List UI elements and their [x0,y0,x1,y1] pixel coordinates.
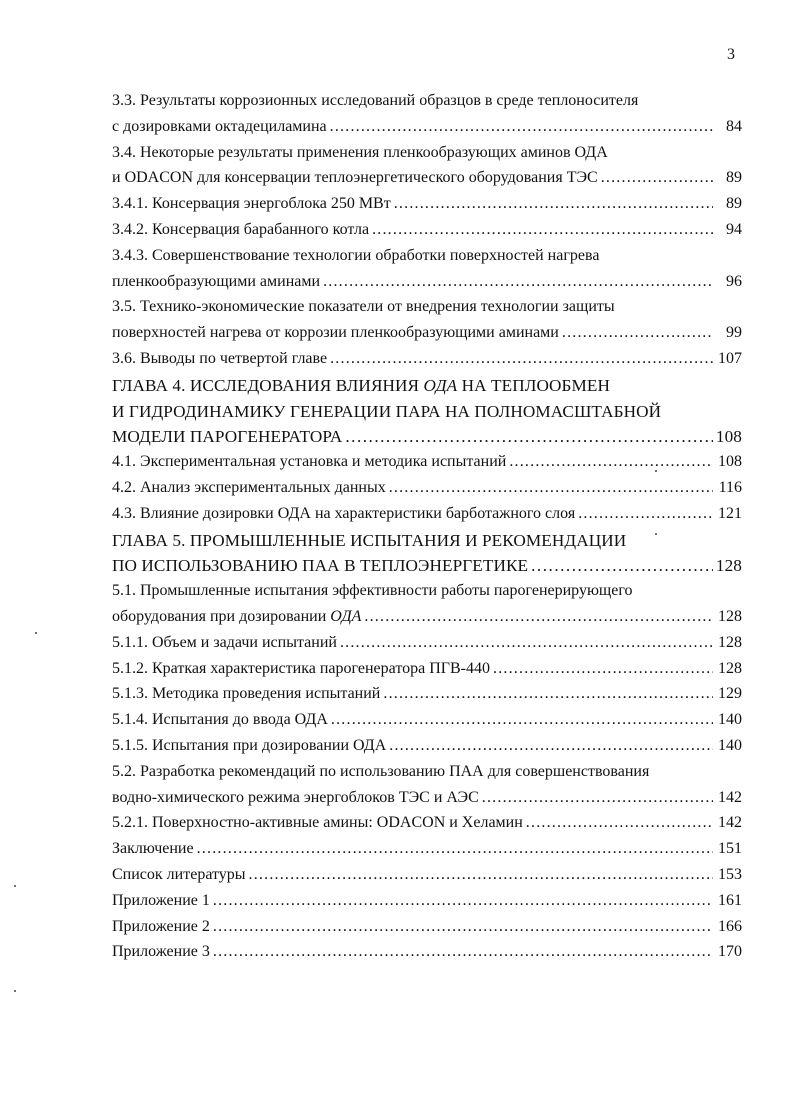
toc-page-number: 107 [718,349,742,367]
toc-entry [112,582,742,608]
toc-page-number: 128 [718,607,742,625]
toc-entry [112,685,742,711]
dot-leader [331,711,713,729]
toc-entry [112,660,742,686]
toc-text-emphasis: ОДА [330,607,362,625]
toc-entry [112,505,742,531]
toc-page-number: 108 [715,427,742,447]
toc-entry [112,169,742,195]
toc-entry-text: Приложение 1 [112,891,210,909]
dot-leader [213,943,713,961]
scan-speck [35,632,37,634]
dot-leader [509,453,713,471]
toc-entry [112,711,742,737]
toc-entry-text: 3.4. Некоторые результаты применения пленкообразующих аминов ОДА [112,143,608,161]
toc-page-number: 89 [726,195,742,213]
dot-leader [364,608,713,626]
toc-chapter-heading [112,427,742,453]
dot-leader [323,273,713,291]
toc-page-number: 84 [726,117,742,135]
dot-leader [482,789,713,807]
toc-entry [112,814,742,840]
toc-chapter-heading [112,376,742,402]
toc-entry-text: 5.1.1. Объем и задачи испытаний [112,633,337,651]
toc-entry-text: 5.2. Разработка рекомендаций по использованию ПАА для совершенствования [112,762,650,780]
toc-entry-text: 3.6. Выводы по четвертой главе [112,349,328,367]
toc-page-number: 129 [718,685,742,703]
toc-entry [112,840,742,866]
toc-entry [112,789,742,815]
toc-entry-text: водно-химического режима энергоблоков ТЭС и АЭС [112,788,479,806]
toc-page-number: 108 [718,453,742,471]
toc-entry [112,866,742,892]
toc-entry-text: и ODACON для консервации теплоэнергетического оборудования ТЭС [112,169,598,187]
toc-entry-text: ГЛАВА 5. ПРОМЫШЛЕННЫЕ ИСПЫТАНИЯ И РЕКОМЕНДАЦИИ [112,530,627,550]
toc-entry [112,298,742,324]
scan-speck [655,470,657,472]
dot-leader [213,892,713,910]
toc-entry-text: 3.4.2. Консервация барабанного котла [112,220,370,238]
toc-page-number: 128 [715,556,742,576]
dot-leader [213,918,713,936]
toc-entry [112,92,742,118]
toc-entry-text: 5.1.4. Испытания до ввода ОДА [112,711,328,729]
scan-speck [14,990,16,992]
toc-entry-text: И ГИДРОДИНАМИКУ ГЕНЕРАЦИИ ПАРА НА ПОЛНОМАСШТАБНОЙ [112,401,662,421]
toc-entry-text: 4.2. Анализ экспериментальных данных [112,478,386,496]
toc-entry-text: 3.4.3. Совершенствование технологии обработки поверхностей нагрева [112,246,600,264]
toc-entry-text: 3.4.1. Консервация энергоблока 250 МВт [112,195,391,213]
toc-entry-text [112,608,361,626]
toc-page-number: 142 [718,814,742,832]
toc-entry [112,918,742,944]
toc-page-number: 140 [718,736,742,754]
toc-entry-text: 5.1. Промышленные испытания эффективности работы парогенерирующего [112,582,633,600]
toc-text-part: ГЛАВА 4. ИССЛЕДОВАНИЯ ВЛИЯНИЯ [112,375,424,395]
toc-page-number: 89 [726,169,742,187]
dot-leader [383,685,713,703]
toc-page-number: 166 [718,917,742,935]
toc-entry-text: 3.5. Технико-экономические показатели от внедрения технологии защиты [112,298,615,316]
toc-entry [112,221,742,247]
toc-text-part: НА ТЕПЛООБМЕН [457,375,610,395]
toc-page-number: 128 [718,633,742,651]
dot-leader [394,195,713,213]
toc-entry-text: Список литературы [112,865,246,883]
toc-entry [112,608,742,634]
scan-speck [655,533,657,535]
dot-leader [372,221,713,239]
toc-entry-text: с дозировками октадециламина [112,117,327,135]
toc-entry-text: ПО ИСПОЛЬЗОВАНИЮ ПАА В ТЕПЛОЭНЕРГЕТИКЕ [112,556,529,576]
toc-text-part: оборудования при дозировании [112,607,331,625]
dot-leader [601,169,713,187]
toc-entry-text: Заключение [112,840,194,858]
toc-entry [112,892,742,918]
toc-page-number: 161 [718,891,742,909]
toc-entry-text: 4.3. Влияние дозировки ОДА на характеристики барботажного слоя [112,504,576,522]
toc-page-number: 128 [718,659,742,677]
table-of-contents [112,92,742,969]
toc-entry [112,350,742,376]
toc-page-number: 121 [718,504,742,522]
dot-leader [389,479,713,497]
toc-entry [112,634,742,660]
toc-page-number: 94 [726,220,742,238]
toc-entry [112,737,742,763]
toc-entry-text: Приложение 2 [112,917,210,935]
toc-chapter-heading [112,402,742,428]
toc-entry-text: МОДЕЛИ ПАРОГЕНЕРАТОРА [112,427,343,447]
toc-entry [112,324,742,350]
toc-entry-text: пленкообразующими аминами [112,272,321,290]
dot-leader [526,814,713,832]
toc-entry [112,479,742,505]
page-number: 3 [727,46,735,63]
toc-page-number: 116 [718,478,742,496]
dot-leader [493,660,713,678]
toc-entry-text: 4.1. Экспериментальная установка и методика испытаний [112,453,507,471]
dot-leader [389,737,713,755]
toc-entry-text: 3.3. Результаты коррозионных исследований образцов в среде теплоносителя [112,92,639,109]
toc-entry [112,273,742,299]
toc-entry-text [112,376,610,396]
toc-chapter-heading [112,556,742,582]
toc-page-number: 99 [726,324,742,342]
toc-page-number: 140 [718,711,742,729]
toc-text-emphasis: ОДА [423,375,458,395]
toc-entry-text: 5.2.1. Поверхностно-активные амины: ODACON и Хеламин [112,814,523,832]
toc-page-number: 142 [718,788,742,806]
toc-page-number: 96 [726,272,742,290]
toc-entry [112,763,742,789]
toc-page-number: 151 [718,840,742,858]
toc-entry [112,195,742,221]
dot-leader [197,840,713,858]
toc-page-number: 153 [718,865,742,883]
dot-leader [330,350,713,368]
toc-entry-text: 5.1.2. Краткая характеристика парогенератора ПГВ-440 [112,659,490,677]
toc-chapter-heading [112,531,742,557]
dot-leader [562,324,713,342]
toc-entry [112,118,742,144]
toc-entry [112,144,742,170]
toc-entry [112,943,742,969]
toc-entry [112,453,742,479]
dot-leader [531,556,713,576]
dot-leader [340,634,713,652]
toc-page-number: 170 [718,943,742,961]
scan-speck [14,885,16,887]
toc-entry-text: 5.1.5. Испытания при дозировании ОДА [112,736,387,754]
dot-leader [578,505,713,523]
toc-entry-text: поверхностей нагрева от коррозии пленкообразующими аминами [112,324,559,342]
dot-leader [345,427,713,447]
toc-entry-text: 5.1.3. Методика проведения испытаний [112,685,381,703]
dot-leader [330,118,713,136]
toc-entry [112,247,742,273]
dot-leader [249,866,713,884]
toc-entry-text: Приложение 3 [112,943,210,961]
